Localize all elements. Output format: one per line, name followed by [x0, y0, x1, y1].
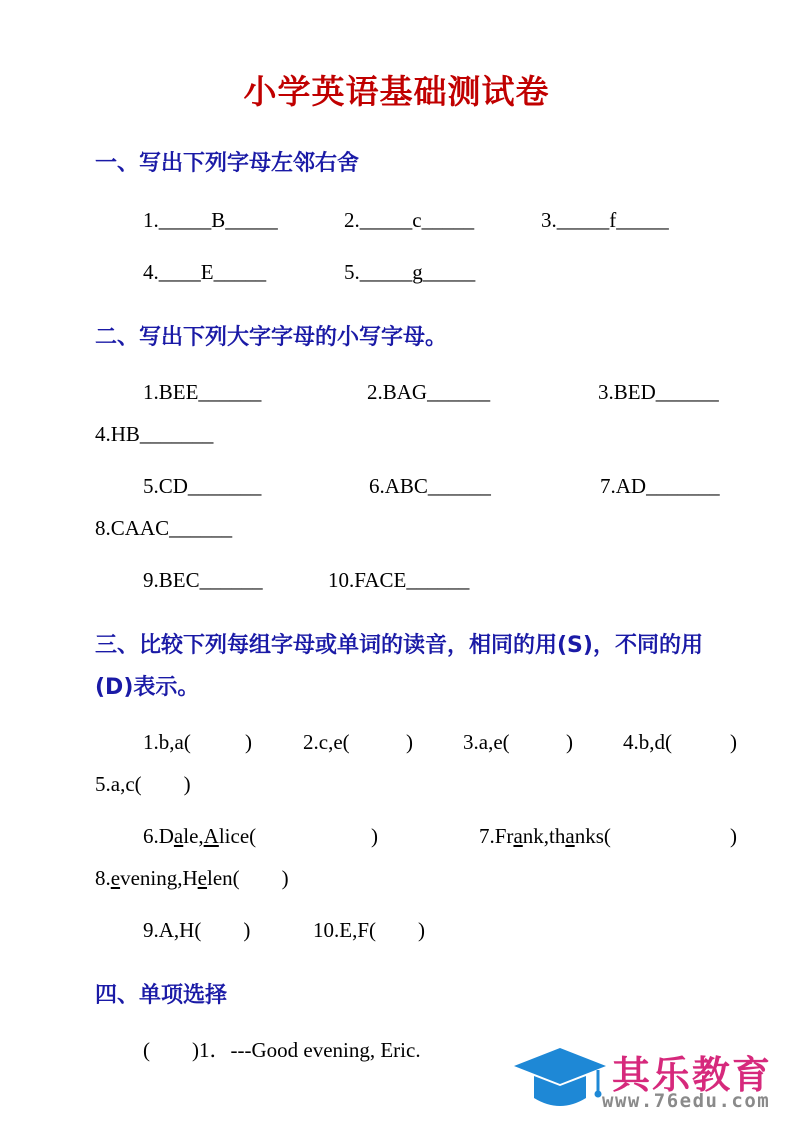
s2-item-3: 3.BED______: [598, 380, 719, 404]
s3-item-1-close: ): [245, 730, 252, 754]
section3-heading-line2: (D)表示。: [95, 675, 200, 700]
s2-item-9: 9.BEC______: [143, 568, 263, 592]
s3-item-8: 8.evening,Helen( ): [95, 866, 289, 890]
s3-item-5: 5.a,c( ): [95, 772, 191, 796]
s3-item-6: 6.Dale,Alice(: [143, 824, 257, 848]
s2-item-7: 7.AD_______: [600, 474, 720, 498]
s2-item-2: 2.BAG______: [367, 380, 491, 404]
section1-heading: 一、写出下列字母左邻右舍: [95, 151, 360, 176]
s3-item-4-close: ): [730, 730, 737, 754]
s3-item-4: 4.b,d(: [623, 730, 672, 754]
s3-item-7: 7.Frank,thanks(: [479, 824, 611, 848]
s3-item-3-close: ): [566, 730, 573, 754]
s1-item-1: 1._____B_____: [143, 208, 278, 232]
section4-heading: 四、单项选择: [95, 983, 228, 1008]
brand-name: 其乐教育: [612, 1053, 773, 1097]
s2-item-8: 8.CAAC______: [95, 516, 233, 540]
s3-item-2-close: ): [406, 730, 413, 754]
s3-item-7-close: ): [730, 824, 737, 848]
brand-url: www.76edu.com: [602, 1090, 771, 1112]
s3-item-9: 9.A,H( ): [143, 918, 251, 942]
s3-item-10: 10.E,F( ): [313, 918, 425, 942]
s1-item-3: 3._____f_____: [541, 208, 669, 232]
s3-item-6-close: ): [371, 824, 378, 848]
page-title: 小学英语基础测试卷: [243, 72, 550, 111]
s3-item-1: 1.b,a(: [143, 730, 191, 754]
s2-item-5: 5.CD_______: [143, 474, 262, 498]
s4-question-1: ( )1．---Good evening, Eric.: [143, 1038, 421, 1062]
s3-item-3: 3.a,e(: [463, 730, 510, 754]
s2-item-6: 6.ABC______: [369, 474, 491, 498]
s2-item-10: 10.FACE______: [328, 568, 470, 592]
section2-heading: 二、写出下列大字字母的小写字母。: [95, 325, 448, 350]
s2-item-1: 1.BEE______: [143, 380, 262, 404]
section3-heading-line1: 三、比较下列每组字母或单词的读音，相同的用(S)，不同的用: [95, 633, 703, 658]
s1-item-2: 2._____c_____: [344, 208, 475, 232]
graduation-cap-icon: [514, 1048, 606, 1106]
s1-item-5: 5._____g_____: [344, 260, 476, 284]
s2-item-4: 4.HB_______: [95, 422, 214, 446]
s3-item-2: 2.c,e(: [303, 730, 350, 754]
s1-item-4: 4.____E_____: [143, 260, 267, 284]
